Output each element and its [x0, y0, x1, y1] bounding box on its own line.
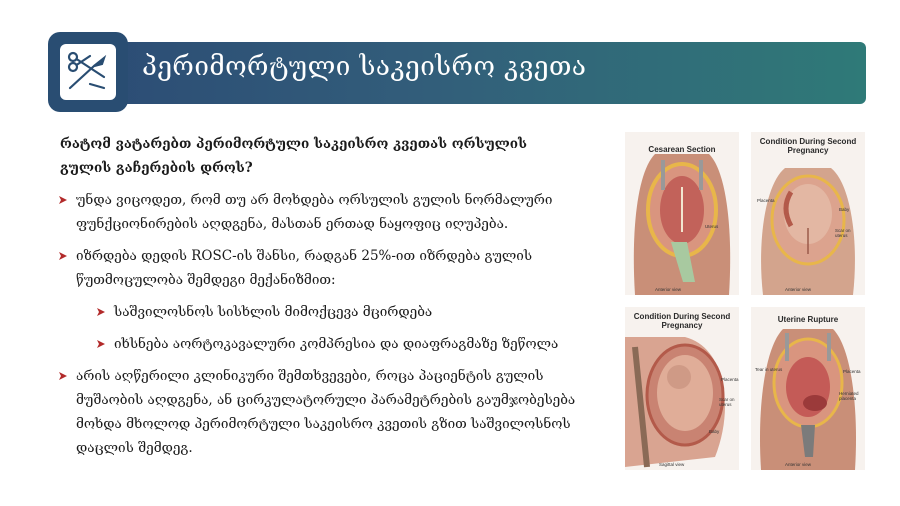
cesarean-illustration [625, 132, 865, 470]
illustration-panel [625, 132, 739, 295]
bullet-item [58, 244, 576, 292]
bullet-text: იზრდება დედის ROSC-ის შანსი, რადგან 25%-ით იზრდება გულის წუთმოცულობა შემდეგი მექანიზმით: [76, 248, 533, 288]
bullet-item [58, 188, 576, 236]
illustration-panel [751, 132, 865, 295]
sub-bullet-item [96, 300, 576, 324]
second-pregnancy-anterior-image [751, 132, 865, 295]
second-pregnancy-sagittal-image [625, 307, 739, 470]
slide-body [58, 132, 576, 468]
panel-caption: Anterior view [655, 287, 682, 292]
illustration-panel [625, 307, 739, 470]
panel-label: Placenta [843, 369, 861, 374]
icon-tile [60, 44, 116, 100]
sub-bullet-text: იხსნება აორტოკავალური კომპრესია და დიაფრაგმაზე ზეწოლა [114, 336, 559, 352]
slide-title: პერიმორტული საკეისრო კვეთა [142, 52, 587, 82]
red-arrow-bullet-icon [58, 251, 68, 261]
surgical-scissors-scalpel-icon [60, 44, 116, 100]
title-icon-box [48, 32, 128, 112]
panel-title: Condition During Second Pregnancy [633, 312, 731, 330]
panel-label: Tear in uterus [755, 367, 783, 372]
panel-title: Cesarean Section [648, 145, 716, 154]
red-arrow-bullet-icon [96, 339, 106, 349]
panel-label: Baby [839, 207, 850, 212]
panel-label: Scar on uterus [835, 228, 851, 238]
panel-label: Uterus [705, 224, 719, 229]
uterine-rupture-image [751, 307, 865, 470]
bullet-text: უნდა ვიცოდეთ, რომ თუ არ მოხდება ორსულის გულის ნორმალური ფუნქციონირების აღდგენა, მასთან ერთად ნაყოფიც იღუპება. [76, 192, 553, 232]
question-heading: რატომ ვატარებთ პერიმორტული საკეისრო კვეთას ორსულის გულის გაჩერების დროს? [60, 136, 527, 176]
panel-label: Herniated placenta [839, 391, 859, 401]
sub-bullet-text: საშვილოსნოს სისხლის მიმოქცევა მცირდება [114, 304, 433, 320]
cesarean-section-image [625, 132, 739, 295]
panel-caption: Sagittal view [659, 462, 685, 467]
red-arrow-bullet-icon [58, 371, 68, 381]
panel-label: Placenta [721, 377, 739, 382]
panel-title: Condition During Second Pregnancy [759, 137, 857, 155]
panel-label: Scar on uterus [719, 397, 735, 407]
illustration-panel [751, 307, 865, 470]
red-arrow-bullet-icon [96, 307, 106, 317]
panel-label: Baby [709, 429, 720, 434]
bullet-item [58, 364, 576, 460]
panel-caption: Anterior view [785, 287, 812, 292]
bullet-text: არის აღწერილი კლინიკური შემთხვევები, როცა პაციენტის გულის მუშაობის აღდგენა, ან ცირკულატორული პარამეტრების გაუმჯობესება მოხდა მხოლოდ პერიმორტული საკეისრო კვეთის გზით საშვილოსნოს დაცლის შემდეგ. [76, 368, 576, 456]
panel-title: Uterine Rupture [777, 315, 839, 324]
sub-bullet-item [96, 332, 576, 356]
panel-label: Placenta [757, 198, 775, 203]
panel-caption: Anterior view [785, 462, 812, 467]
red-arrow-bullet-icon [58, 195, 68, 205]
